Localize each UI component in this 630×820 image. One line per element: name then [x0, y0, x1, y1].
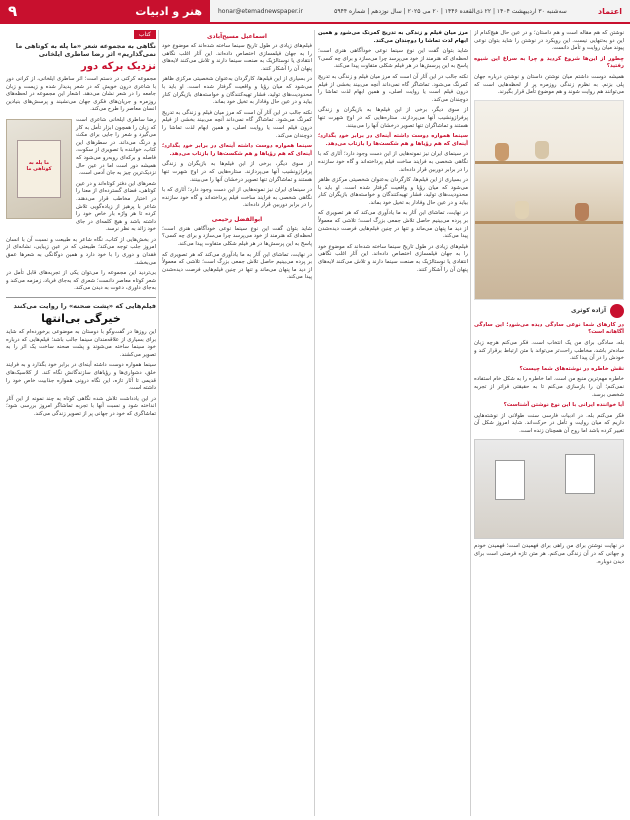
column-divider — [470, 30, 471, 816]
article-label: کتاب — [134, 30, 156, 39]
page-number: ۹ — [8, 2, 18, 20]
article-paragraph: در سینمای ایران نیز نمونه‌هایی از این دست وجود دارد؛ آثاری که با نگاهی شخصی به فرایند ساخت فیلم پرداخته‌اند و گاه خود سازنده را در برابر دوربین قرار داده‌اند. — [162, 187, 312, 209]
article-paragraph: شاید بتوان گفت این نوع سینما نوعی خودآگاهی هنری است؛ لحظه‌ای که هنرمند از خود می‌پرسد چرا می‌سازد و برای چه کسی؟ پاسخ به این پرسش‌ها در هر فیلم شکلی متفاوت پیدا می‌کند. — [162, 225, 312, 248]
email-link[interactable]: honar@etemadnewspaper.ir — [218, 7, 303, 15]
article-paragraph: در بخش‌هایی از کتاب، نگاه شاعر به طبیعت و نسبت آن با انسان امروز جلب توجه می‌کند؛ طبیعتی که در عین زیبایی، نشانه‌ای از فقدان و دوری را با خود دارد و همین دوگانگی به شعرها عمق می‌بخشد. — [6, 236, 156, 266]
section-divider — [6, 297, 156, 298]
book-cover-title: ما پله به کوتاهی ما — [26, 159, 52, 172]
pull-quote: سینما همواره دوست داشته آینه‌ای در برابر خود بگذارد؛ آینه‌ای که هم رؤیاها و هم شکست‌ها را بازتاب می‌دهد. — [162, 143, 312, 157]
interview-question: آیا خواننده ایرانی با این نوع نوشتن آشناست؟ — [503, 402, 624, 409]
author-avatar — [610, 304, 624, 318]
article-paragraph: نکته جالب در این آثار آن است که مرز میان فیلم و زندگی به تدریج کمرنگ می‌شود. تماشاگر گاه نمی‌داند آنچه می‌بیند بخشی از فیلم درون فیلم است یا روایت اصلی، و همین ابهام لذت تماشا را دوچندان می‌کند. — [162, 109, 312, 139]
column-divider — [314, 30, 315, 816]
article-headline[interactable]: خیرگی بی‌انتها — [41, 312, 121, 326]
article-kicker: نگاهی به مجموعه شعر «ما پله به کوتاهی ما نمی‌گذاریم» اثر رضا ساطری ایلخانی — [15, 42, 156, 58]
interview-answer: در نهایت نوشتن برای من راهی برای فهمیدن است؛ فهمیدن خودم و جهانی که در آن زندگی می‌کنم. هر متن تازه فرصتی است برای دیدن دوباره. — [474, 543, 624, 565]
article-paragraph: در نهایت، تماشای این آثار به ما یادآوری می‌کند که هر تصویری که بر پرده می‌بینیم حاصل تلاش جمعی بزرگ است؛ تلاشی که معمولاً از دید ما پنهان می‌ماند و تنها در چنین فیلم‌هایی فرصت دیده‌شدن پیدا می‌کند. — [162, 251, 312, 281]
article-paragraph: رضا ساطری ایلخانی شاعری است که زبان را همچون ابزار تأمل به کار می‌گیرد و شعر را جایی برای مکث و درنگ می‌داند. در سطرهای این کتاب، خواننده با تصویری از سکوت، فاصله و برکه‌ای روبه‌رو می‌شود که همیشه دور است اما در عین حال نزدیک‌ترین چیز به جان آدمی است. — [76, 116, 156, 177]
article-paragraph: بی‌تردید این مجموعه را می‌توان یکی از تجربه‌های قابل تأمل در شعر کوتاه معاصر دانست؛ شعری که به‌جای فریاد، زمزمه می‌کند و به‌جای داوری، دعوت به دیدن می‌کند. — [6, 270, 156, 292]
article-author: ابوالفضل رحیمی — [211, 215, 263, 223]
interview-photo — [474, 100, 624, 300]
photo-pottery — [535, 141, 549, 159]
article-paragraph: از سوی دیگر، برخی از این فیلم‌ها به بازیگران و زندگی پرفرازونشیب آنها می‌پردازند. ستاره‌هایی که در اوج شهرت تنها هستند و تماشاگران تنها تصویر درخشان آنها را می‌بینند. — [162, 161, 312, 183]
second-column — [162, 30, 312, 816]
column-divider — [158, 30, 159, 816]
photo-shelf — [475, 221, 623, 224]
third-column — [318, 30, 468, 816]
newspaper-logo: اعتماد — [598, 6, 622, 16]
interview-answer: همیشه دوست داشتم میان نوشتن داستان و نوشتن درباره جهان پلی بزنم. به نظرم زندگی روزمره پر از لحظه‌هایی است که می‌توانند هم روایت شوند و هم موضوع تأمل قرار بگیرند. — [474, 73, 624, 96]
article-paragraph: مجموعه کرکنی در دستم است؛ اثر ساطری ایلخانی، از کرانی دور با شاعری درون خویش که در شعر پدیدار شده و زیست و زبان جامعه را در شعر نشان می‌دهد. اشعار این مجموعه در لحظه‌های روزمره و جریان‌های فکری جهان می‌نشیند و پرسش‌های بنیادین انسان معاصر را طرح می‌کند. — [6, 76, 156, 113]
photo-shelf — [475, 161, 623, 164]
book-cover-image — [6, 119, 72, 219]
photo-artwork — [495, 460, 525, 500]
article-paragraph: شعرهای این دفتر کوتاه‌اند و در عین کوتاهی، فضای گسترده‌ای از معنا را در اختیار مخاطب قرار می‌دهند. شاعر با پرهیز از زیاده‌گویی تلاش کرده تا هر واژه بار خاص خود را داشته باشد و هیچ کلمه‌ای در جای خود زائد به نظر نرسد. — [76, 180, 156, 233]
section-title: هنر و ادبیات — [135, 4, 202, 18]
article-paragraph: نکته جالب در این آثار آن است که مرز میان فیلم و زندگی به تدریج کمرنگ می‌شود. تماشاگر گاه نمی‌داند آنچه می‌بیند بخشی از فیلم درون فیلم است یا روایت اصلی، و همین ابهام لذت تماشا را دوچندان می‌کند. — [318, 73, 468, 103]
photo-pottery — [575, 203, 589, 221]
section-banner — [0, 0, 210, 22]
article-paragraph: در نهایت، تماشای این آثار به ما یادآوری می‌کند که هر تصویری که بر پرده می‌بینیم حاصل تلاش جمعی بزرگ است؛ تلاشی که معمولاً از دید ما پنهان می‌ماند و تنها در چنین فیلم‌هایی فرصت دیده‌شدن پیدا می‌کند. — [318, 210, 468, 240]
article-paragraph: فیلم‌های زیادی در طول تاریخ سینما ساخته شده‌اند که موضوع خود را به جهان فیلمسازی اختصاص داده‌اند. این آثار اغلب نگاهی انتقادی یا نوستالژیک به صنعت سینما دارند و تلاش می‌کنند لایه‌های پنهان آن را آشکار کنند. — [162, 43, 312, 72]
left-column — [6, 30, 156, 816]
article-paragraph: در این یادداشت تلاش شده نگاهی کوتاه به چند نمونه از این آثار انداخته شود و نسبت آنها با تجربه تماشاگر امروز بررسی شود؛ تماشاگری که خود در جهانی پر از تصویر زندگی می‌کند. — [6, 395, 156, 417]
interview-answer: فکر می‌کنم بله. در ادبیات فارسی سنت طولانی از نوشته‌هایی داریم که میان روایت و تأمل در حرکت‌اند. شاید امروز شکل آن تغییر کرده باشد اما روح آن همچنان زنده است. — [474, 412, 624, 434]
interview-question: نقش خاطره در نوشته‌های شما چیست؟ — [519, 365, 624, 372]
article-paragraph: در سینمای ایران نیز نمونه‌هایی از این دست وجود دارد؛ آثاری که با نگاهی شخصی به فرایند ساخت فیلم پرداخته‌اند و گاه خود سازنده را در برابر دوربین قرار داده‌اند. — [318, 151, 468, 173]
pull-quote: مرز میان فیلم و زندگی به تدریج کمرنگ می‌شود و همین ابهام لذت تماشا را دوچندان می‌کند. — [318, 30, 468, 44]
interview-answer: خاطره مهم‌ترین منبع من است. اما خاطره را به شکل خام استفاده نمی‌کنم؛ آن را بازسازی می‌کنم تا به حقیقتی فراتر از تجربه شخصی برسد. — [474, 376, 624, 398]
interview-question: چطور از این‌ها شروع کردید و چرا به سراغ این شیوه رفتید؟ — [474, 55, 624, 70]
article-author: اسماعیل مسیح‌آبادی — [207, 33, 267, 40]
photo-artwork — [565, 454, 595, 494]
article-paragraph: در بسیاری از این فیلم‌ها، کارگردان به‌عنوان شخصیتی مرکزی ظاهر می‌شود که میان رؤیا و واقعیت گرفتار شده است. او باید با محدودیت‌های تولید، فشار تهیه‌کنندگان و خواسته‌های بازیگران کنار بیاید و در عین حال وفادار به تخیل خود بماند. — [318, 177, 468, 206]
right-column — [474, 30, 624, 816]
article-kicker: فیلم‌هایی که «پشت صحنه» را روایت می‌کنند — [13, 302, 156, 311]
article-paragraph: فیلم‌های زیادی در طول تاریخ سینما ساخته شده‌اند که موضوع خود را به جهان فیلمسازی اختصاص داده‌اند. این آثار اغلب نگاهی انتقادی یا نوستالژیک به صنعت سینما دارند و تلاش می‌کنند لایه‌های پنهان آن را آشکار کنند. — [318, 243, 468, 273]
interview-answer: بله، سادگی برای من یک انتخاب است. فکر می‌کنم هرچه زبان ساده‌تر باشد، مخاطب راحت‌تر می‌تواند با متن ارتباط برقرار کند و خودش را در آن پیدا کند. — [474, 339, 624, 362]
interview-intro: نوشتن که هم مقاله است و هم داستان؛ و در عین حال هیچ‌کدام از این دو به‌تنهایی نیست. این رویکرد در نوشتن را شاید بتوان نوعی پیوند میان روایت و تأمل دانست. — [474, 30, 624, 52]
article-paragraph: در بسیاری از این فیلم‌ها، کارگردان به‌عنوان شخصیتی مرکزی ظاهر می‌شود که میان رؤیا و واقعیت گرفتار شده است. او باید با محدودیت‌های تولید، فشار تهیه‌کنندگان و خواسته‌های بازیگران کنار بیاید و در عین حال وفادار به تخیل خود بماند. — [162, 76, 312, 106]
page-header — [0, 0, 630, 24]
issue-info: سه‌شنبه ۳۰ اردیبهشت ۱۴۰۴ | ۲۲ ذی‌القعده ۱۴۴۶ | ۲۰ می ۲۰۲۵ | سال نوزدهم | شماره ۵۹۴۴ — [334, 7, 567, 15]
photo-pottery — [495, 143, 509, 161]
interview-question: در کارهای شما نوعی سادگی دیده می‌شود؛ این سادگی آگاهانه است؟ — [474, 321, 624, 336]
header-info-bar — [210, 0, 630, 22]
interview-photo-second — [474, 439, 624, 539]
article-paragraph: شاید بتوان گفت این نوع سینما نوعی خودآگاهی هنری است؛ لحظه‌ای که هنرمند از خود می‌پرسد چرا می‌سازد و برای چه کسی؟ پاسخ به این پرسش‌ها در هر فیلم شکلی متفاوت پیدا می‌کند. — [318, 48, 468, 70]
author-byline — [474, 304, 624, 318]
article-paragraph: این روزها در گفت‌وگو با دوستان به موضوعی برخورده‌ام که شاید برای بسیاری از علاقه‌مندان سینما جالب باشد؛ فیلم‌هایی که درباره خود سینما ساخته می‌شوند و پشت صحنه ساخت یک اثر را به تصویر می‌کشند. — [6, 329, 156, 358]
article-paragraph: از سوی دیگر، برخی از این فیلم‌ها به بازیگران و زندگی پرفرازونشیب آنها می‌پردازند. ستاره‌هایی که در اوج شهرت تنها هستند و تماشاگران تنها تصویر درخشان آنها را می‌بینند. — [318, 107, 468, 129]
author-name: آزاده کوثری — [570, 307, 606, 315]
photo-pottery — [515, 201, 529, 219]
article-paragraph: سینما همواره دوست داشته آینه‌ای در برابر خود بگذارد و به فرایند خلق، دشواری‌ها و رؤیاهای سازندگانش نگاه کند. از کلاسیک‌های قدیمی تا آثار تازه، این نگاه درونی همواره جذابیت خاص خود را داشته است. — [6, 362, 156, 392]
article-headline[interactable]: نزدیک برکه دور — [80, 61, 156, 72]
pull-quote: سینما همواره دوست داشته آینه‌ای در برابر خود بگذارد؛ آینه‌ای که هم رؤیاها و هم شکست‌ها را بازتاب می‌دهد. — [318, 133, 468, 147]
